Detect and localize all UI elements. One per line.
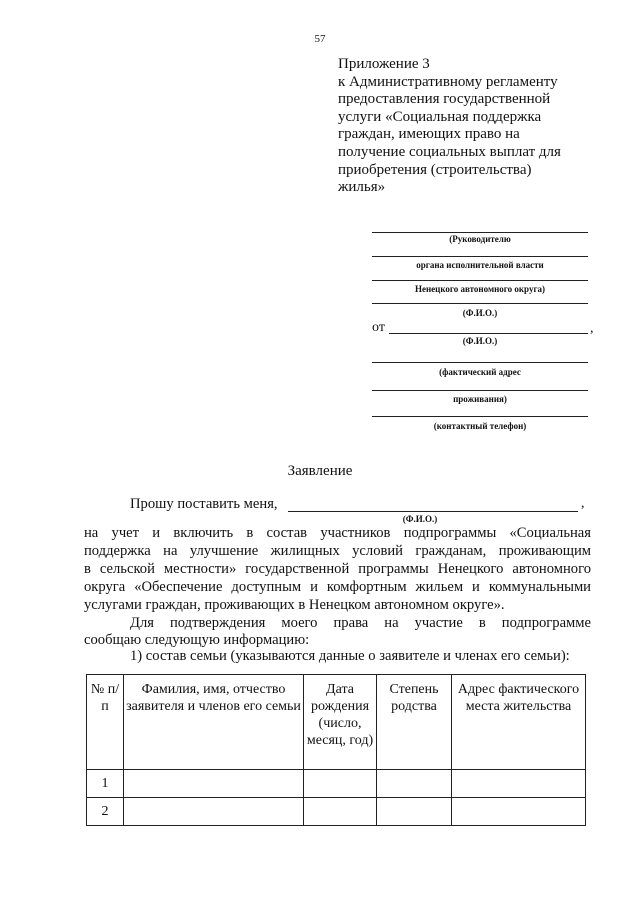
head-field-line-3[interactable] [372, 280, 588, 281]
cell-relationship[interactable] [377, 770, 452, 798]
page-number: 57 [314, 33, 326, 45]
cell-full-name[interactable] [124, 798, 304, 826]
table-row [87, 770, 586, 798]
appendix-line: жилья» [338, 179, 386, 196]
appendix-block [338, 56, 598, 197]
appendix-line: получение социальных выплат для [338, 143, 561, 160]
appendix-line: к Административному регламенту [338, 73, 558, 90]
phone-line[interactable] [372, 416, 588, 417]
para1-line: в сельской местности» государственной программы Ненецкого автономного [84, 561, 591, 577]
para1-line: округа «Обеспечение доступным и комфортным жильем и коммунальными [84, 579, 591, 595]
request-comma: , [581, 496, 585, 511]
head-field-line-2[interactable] [372, 256, 588, 257]
para1-line: на учет и включить в состав участников подпрограммы «Социальная [84, 525, 591, 541]
head-name-caption: (Ф.И.О.) [462, 308, 498, 318]
cell-address[interactable] [452, 770, 586, 798]
header-birth-date: Дата рождения (число, месяц, год) [304, 675, 377, 770]
appendix-line: Приложение 3 [338, 56, 430, 72]
from-name-line[interactable] [389, 333, 588, 334]
head-field-line[interactable] [372, 232, 588, 233]
request-text: Прошу поставить меня, [130, 496, 278, 512]
head-caption-2: органа исполнительной власти [416, 260, 544, 270]
address-caption-2: проживания) [453, 394, 507, 404]
address-line[interactable] [372, 362, 588, 363]
para1-last-line: услугами граждан, проживающих в Ненецком автономном округе». [84, 597, 505, 613]
address-line-2[interactable] [372, 390, 588, 391]
cell-full-name[interactable] [124, 770, 304, 798]
statement-title: Заявление [287, 463, 353, 479]
cell-birth-date[interactable] [304, 770, 377, 798]
phone-caption: (контактный телефон) [433, 421, 527, 431]
address-caption-1: (фактический адрес [439, 367, 521, 377]
header-number: № п/п [87, 675, 124, 770]
from-name-caption: (Ф.И.О.) [462, 336, 498, 346]
table-header-row [87, 675, 586, 770]
request-name-caption: (Ф.И.О.) [402, 514, 438, 524]
head-name-line[interactable] [372, 303, 588, 304]
header-address: Адрес фактического места жительства [452, 675, 586, 770]
header-full-name: Фамилия, имя, отчество заявителя и членов его семьи [124, 675, 304, 770]
para2-line-2: сообщаю следующую информацию: [84, 632, 310, 648]
head-caption-1: (Руководителю [449, 234, 511, 244]
row-number: 1 [87, 770, 124, 798]
cell-birth-date[interactable] [304, 798, 377, 826]
para3-family-heading: 1) состав семьи (указываются данные о заявителе и членах его семьи): [130, 648, 570, 664]
table-row [87, 798, 586, 826]
cell-address[interactable] [452, 798, 586, 826]
request-name-line[interactable] [288, 511, 578, 512]
header-relationship: Степень родства [377, 675, 452, 770]
para1-line: поддержка на улучшение жилищных условий гражданам, проживающим [84, 543, 591, 559]
row-number: 2 [87, 798, 124, 826]
family-table [86, 674, 586, 826]
appendix-line: предоставления государственной [338, 91, 551, 108]
appendix-line: приобретения (строительства) [338, 161, 532, 178]
appendix-line: граждан, имеющих право на [338, 126, 520, 143]
appendix-line: услуги «Социальная поддержка [338, 108, 542, 125]
para2-line: Для подтверждения моего права на участие в подпрограмме [130, 615, 591, 631]
head-caption-3: Ненецкого автономного округа) [414, 284, 546, 294]
cell-relationship[interactable] [377, 798, 452, 826]
from-label: от [372, 320, 385, 335]
from-comma: , [590, 321, 594, 336]
